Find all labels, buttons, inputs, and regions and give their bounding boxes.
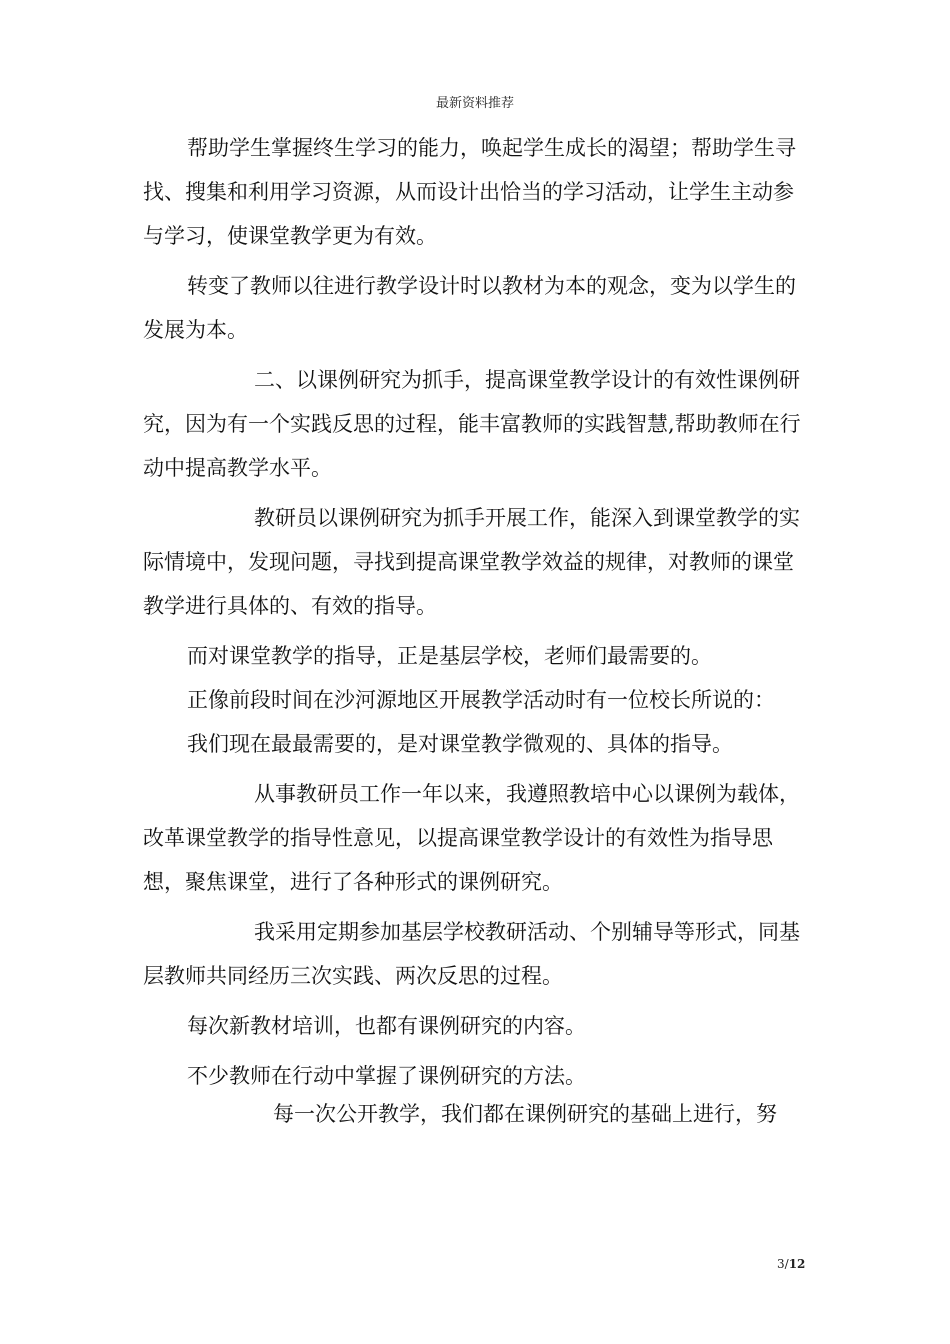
- paragraph: 正像前段时间在沙河源地区开展教学活动时有一位校长所说的：: [187, 688, 775, 712]
- paragraph: 二、以课例研究为抓手，提高课堂教学设计的有效性课例研究，因为有一个实践反思的过程，能丰富教师的实践智慧,帮助教师在行动中提高教学水平。: [143, 368, 801, 480]
- paragraph: 而对课堂教学的指导，正是基层学校，老师们最需要的。: [187, 644, 712, 668]
- paragraph: 我们现在最最需要的，是对课堂教学微观的、具体的指导。: [187, 732, 733, 756]
- paragraph: 不少教师在行动中掌握了课例研究的方法。: [187, 1064, 586, 1088]
- paragraph: 转变了教师以往进行教学设计时以教材为本的观念，变为以学生的发展为本。: [143, 274, 796, 342]
- page-number-total: 12: [788, 1257, 806, 1271]
- paragraph: 帮助学生掌握终生学习的能力，唤起学生成长的渴望；帮助学生寻找、搜集和利用学习资源，从而设计出恰当的学习活动，让学生主动参与学习，使课堂教学更为有效。: [143, 136, 796, 248]
- paragraph: 每一次公开教学，我们都在课例研究的基础上进行，努: [273, 1102, 777, 1126]
- page-header-title: 最新资料推荐: [435, 96, 514, 111]
- page-number-current: 3/: [777, 1257, 789, 1271]
- page-number: [777, 1257, 805, 1271]
- paragraph: 从事教研员工作一年以来，我遵照教培中心以课例为载体，改革课堂教学的指导性意见，以提高课堂教学设计的有效性为指导思想，聚焦课堂，进行了各种形式的课例研究。: [143, 782, 800, 894]
- paragraph: 教研员以课例研究为抓手开展工作，能深入到课堂教学的实际情境中，发现问题，寻找到提高课堂教学效益的规律，对教师的课堂教学进行具体的、有效的指导。: [143, 506, 800, 618]
- paragraph: 我采用定期参加基层学校教研活动、个别辅导等形式，同基层教师共同经历三次实践、两次反思的过程。: [143, 920, 800, 988]
- paragraph: 每次新教材培训，也都有课例研究的内容。: [187, 1014, 586, 1038]
- document-body: [143, 126, 813, 1130]
